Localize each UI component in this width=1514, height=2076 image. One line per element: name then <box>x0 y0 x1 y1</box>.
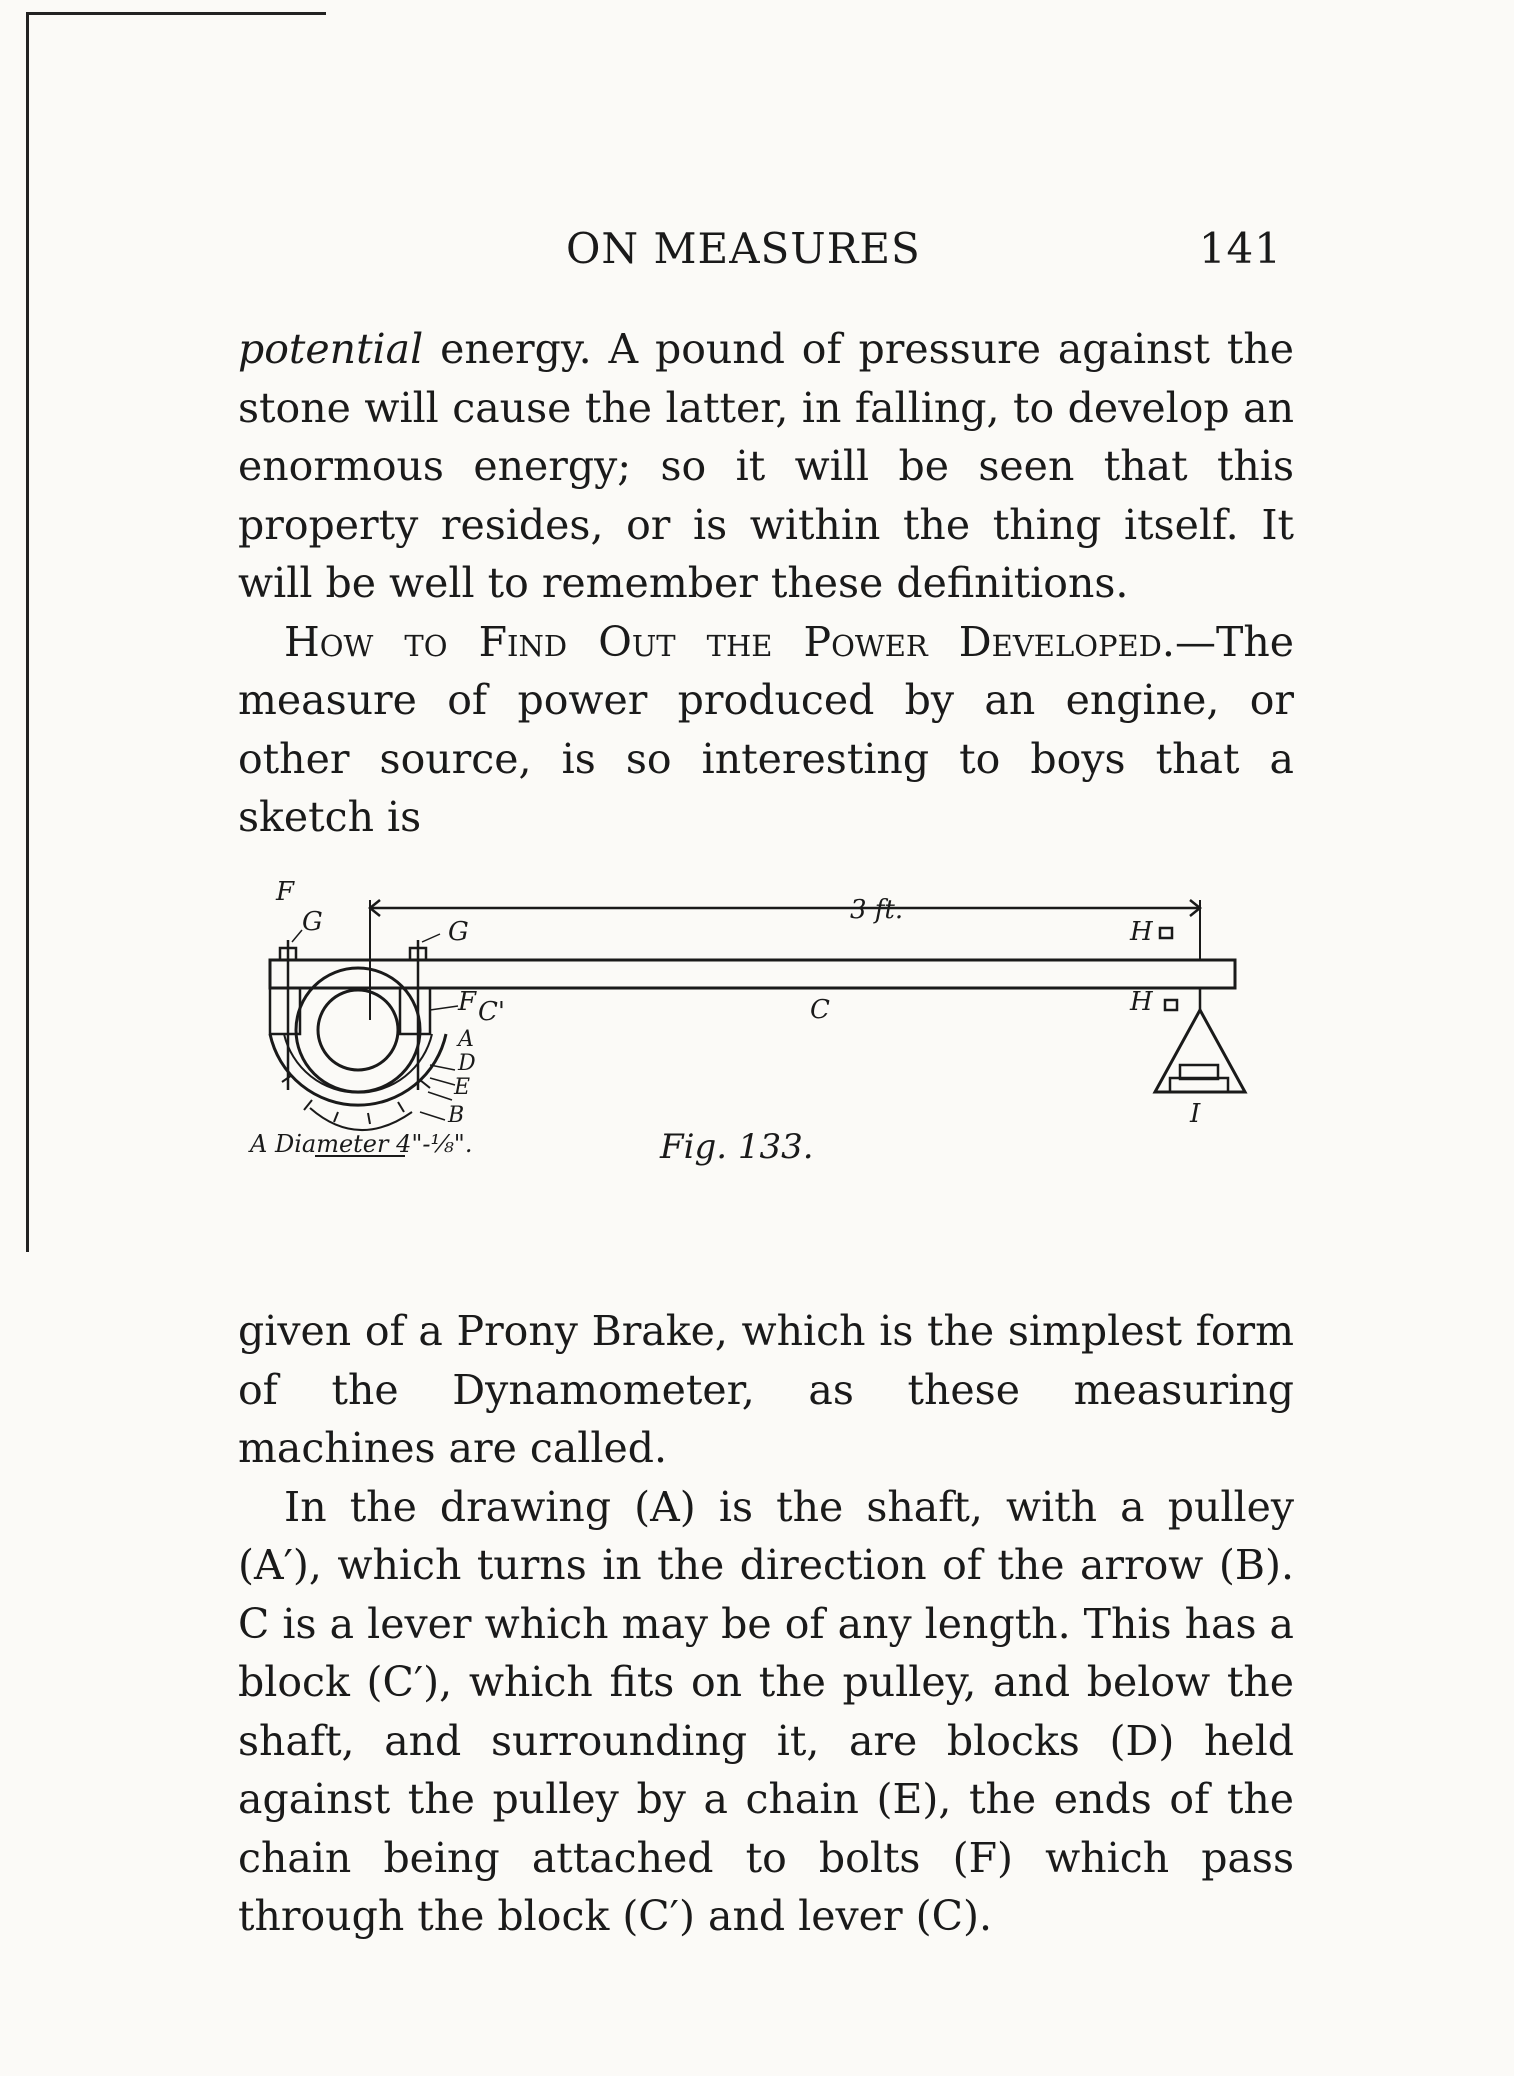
paragraph-drawing-description: In the drawing (A) is the shaft, with a pulley (A′), which turns in the direction of the arrow (B). C is a lever which may be of any length. This has a block (C′), which fits on the pulley, and below the shaft, and surrounding it, are blocks (D) held against the pulley by a chain (E), the ends of the chain being attached to bolts (F) which pass through the block (C′) and lever (C). <box>238 1482 1294 1940</box>
paragraph-potential-energy <box>238 320 1294 613</box>
label-H-bottom: H <box>1130 987 1153 1017</box>
brake-block-dividers <box>282 1075 430 1124</box>
diameter-label: A Diameter 4"-⅛". <box>250 1130 473 1158</box>
figure-caption: Fig. 133. <box>660 1127 814 1167</box>
text-block-bottom <box>238 1302 1294 1946</box>
paragraph-text: —The measure of power produced by an engine, or other source, is so interesting to boys that a sketch is <box>238 617 1294 841</box>
label-C: C <box>810 995 830 1025</box>
label-G-right: G <box>448 917 469 947</box>
text-block-top <box>238 320 1294 847</box>
page-header <box>240 224 1290 284</box>
running-title: ON MEASURES <box>566 224 921 273</box>
block-c-prime <box>400 988 430 1034</box>
label-leader-F <box>430 1006 458 1010</box>
stop-H-bottom <box>1165 1000 1177 1010</box>
label-H-top: H <box>1130 917 1153 947</box>
paragraph-text: energy. A pound of pressure against the stone will cause the latter, in falling, to develop an enormous energy; so it will be seen that this property resides, or is within the thing itself. It will be well to remember these definitions. <box>238 325 1294 607</box>
page-number: 141 <box>1198 224 1282 273</box>
page-border-top <box>26 12 326 15</box>
paragraph-prony-brake: given of a Prony Brake, which is the simplest form of the Dynamometer, as these measuring machines are called. <box>238 1307 1294 1472</box>
label-I: I <box>1190 1099 1201 1129</box>
shaft-A <box>318 990 398 1070</box>
italic-lead-word: potential <box>238 325 424 373</box>
label-F-top: F <box>276 877 295 907</box>
label-F-side: F <box>458 987 477 1017</box>
stop-H-top <box>1160 928 1172 938</box>
prony-brake-diagram <box>240 860 1300 1230</box>
rotation-arrow-B <box>310 1108 412 1130</box>
page-border-left <box>26 12 29 1252</box>
prony-brake-figure <box>240 860 1300 1230</box>
label-G-left: G <box>302 907 323 937</box>
label-C-prime: C' <box>478 997 506 1027</box>
dimension-label: 3 ft. <box>850 895 904 925</box>
label-A: A <box>458 1027 474 1052</box>
label-D: D <box>458 1051 476 1076</box>
section-heading: How to Find Out the Power Developed. <box>284 617 1175 666</box>
lever-beam <box>270 960 1235 988</box>
paragraph-power-developed <box>238 613 1294 847</box>
label-B: B <box>448 1103 465 1128</box>
label-E: E <box>454 1075 471 1100</box>
